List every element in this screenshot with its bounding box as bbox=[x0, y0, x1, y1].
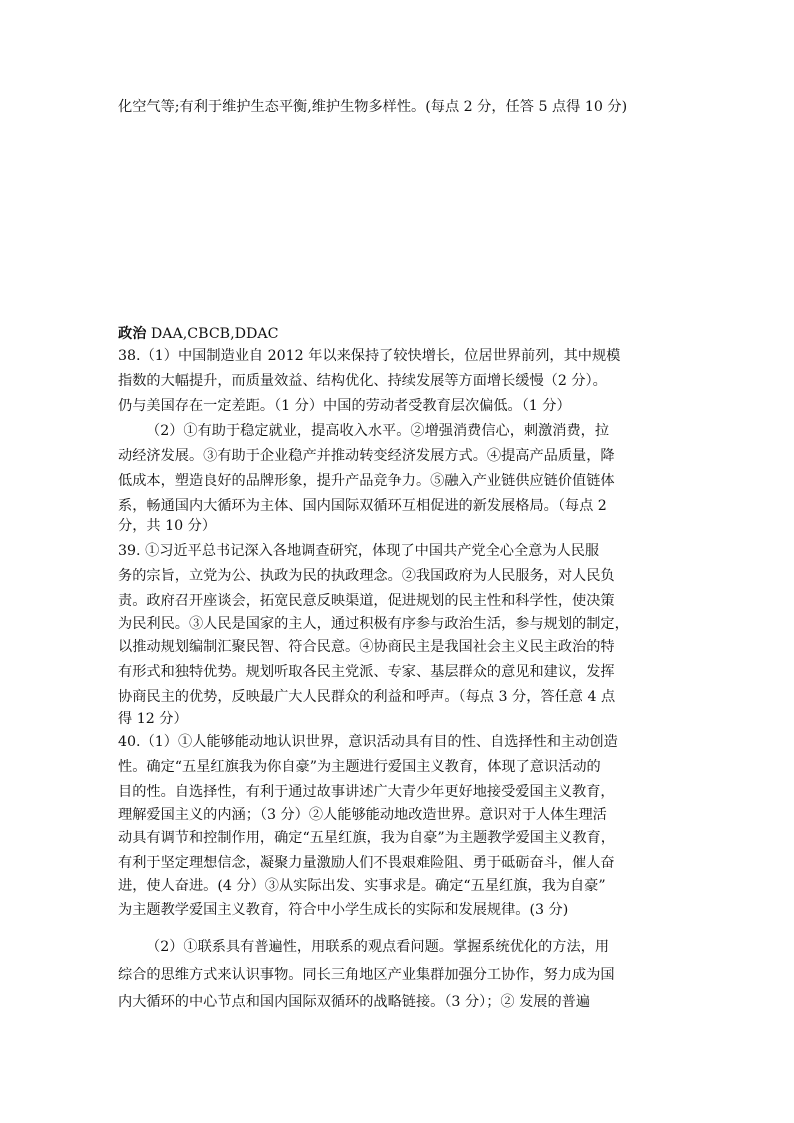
politics-answer-heading bbox=[118, 323, 278, 345]
text-line: 仍与美国存在一定差距。（1 分）中国的劳动者受教育层次偏低。（1 分） bbox=[118, 398, 571, 414]
text-line: 以推动规划编制汇聚民智、符合民意。④协商民主是我国社会主义民主政治的特 bbox=[118, 639, 615, 655]
text-line: 动经济发展。③有助于企业稳产并推动转变经济发展方式。④提高产品质量，降 bbox=[118, 448, 615, 464]
text-line: 38.（1）中国制造业自 2012 年以来保持了较快增长，位居世界前列，其中规模 bbox=[118, 348, 621, 364]
text-line: 指数的大幅提升，而质量效益、结构优化、持续发展等方面增长缓慢（2 分）。 bbox=[118, 373, 607, 389]
text-line: 动具有调节和控制作用，确定“五星红旗，我为自豪”为主题教学爱国主义教育， bbox=[118, 830, 615, 846]
text-line: 内大循环的中心节点和国内国际双循环的战略链接。（3 分）；② 发展的普遍 bbox=[118, 994, 591, 1010]
text-line: 系，畅通国内大循环为主体、国内国际双循环互相促进的新发展格局。（每点 2 bbox=[118, 498, 607, 514]
text-line: 进，使人奋进。(4 分）③从实际出发、实事求是。确定“五星红旗，我为自豪” bbox=[118, 878, 606, 894]
text-line-top: 化空气等;有利于维护生态平衡,维护生物多样性。(每点 2 分，任答 5 点得 10 分) bbox=[118, 99, 628, 115]
subject-label: 政治 bbox=[118, 326, 147, 342]
text-line: 39. ①习近平总书记深入各地调查研究，体现了中国共产党全心全意为人民服 bbox=[118, 543, 600, 559]
text-line: 有形式和独特优势。规划听取各民主党派、专家、基层群众的意见和建议，发挥 bbox=[118, 664, 615, 680]
choice-answers: DAA,CBCB,DDAC bbox=[146, 326, 279, 342]
text-line: 得 12 分） bbox=[118, 711, 188, 727]
text-line: 责。政府召开座谈会，拓宽民意反映渠道，促进规划的民主性和科学性，使决策 bbox=[118, 593, 615, 609]
text-line: 目的性。自选择性，有利于通过故事讲述广大青少年更好地接受爱国主义教育， bbox=[118, 784, 615, 800]
text-line: 理解爱国主义的内涵；（3 分）②人能够能动地改造世界。意识对于人体生理活 bbox=[118, 807, 607, 823]
text-line: （2）①联系具有普遍性，用联系的观点看问题。掌握系统优化的方法，用 bbox=[146, 939, 610, 955]
text-line: 低成本，塑造良好的品牌形象，提升产品竞争力。⑤融入产业链供应链价值链体 bbox=[118, 473, 615, 489]
text-line: 分，共 10 分） bbox=[118, 518, 217, 534]
text-line: （2）①有助于稳定就业，提高收入水平。②增强消费信心，刺激消费，拉 bbox=[146, 423, 610, 439]
text-line: 为主题教学爱国主义教育，符合中小学生成长的实际和发展规律。(3 分) bbox=[118, 902, 569, 918]
text-line: 务的宗旨，立党为公、执政为民的执政理念。②我国政府为人民服务，对人民负 bbox=[118, 568, 615, 584]
text-line: 协商民主的优势，反映最广大人民群众的利益和呼声。（每点 3 分，答任意 4 点 bbox=[118, 689, 616, 705]
text-line: 有利于坚定理想信念，凝聚力量激励人们不畏艰难险阻、勇于砥砺奋斗，催人奋 bbox=[118, 855, 615, 871]
text-line: 为民利民。③人民是国家的主人，通过积极有序参与政治生活，参与规划的制定， bbox=[118, 616, 629, 632]
text-line: 40.（1）①人能够能动地认识世界，意识活动具有目的性、自选择性和主动创造 bbox=[118, 734, 618, 750]
text-line: 性。确定“五星红旗我为你自豪”为主题进行爱国主义教育，体现了意识活动的 bbox=[118, 759, 601, 775]
text-line: 综合的思维方式来认识事物。同长三角地区产业集群加强分工协作，努力成为国 bbox=[118, 967, 615, 983]
